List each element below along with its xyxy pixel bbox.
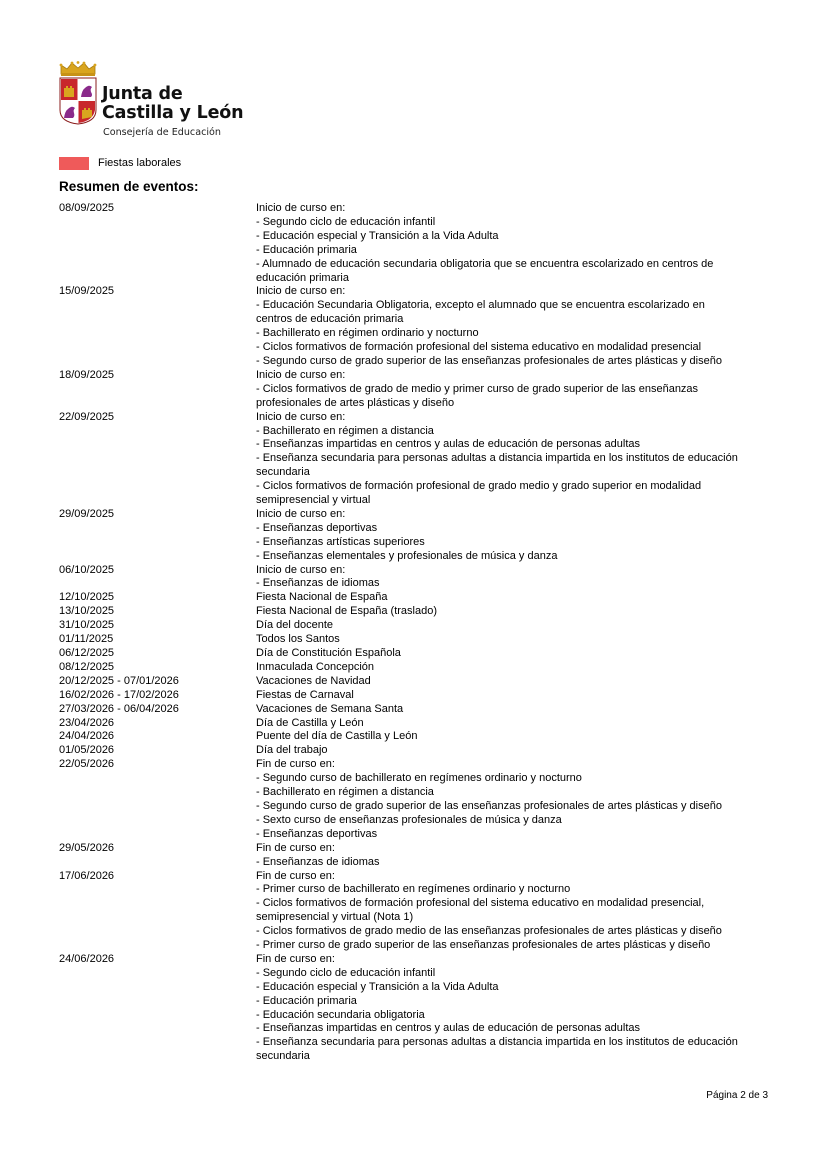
event-row [59,703,779,717]
event-date: 22/05/2026 [59,758,115,771]
summary-title: Resumen de eventos: [59,179,199,194]
event-line: Inicio de curso en: [256,507,346,520]
event-date: 24/06/2026 [59,952,115,965]
event-line: - Enseñanzas de idiomas [256,855,380,868]
event-description [256,744,779,758]
event-line: semipresencial y virtual [256,494,371,507]
event-description [256,953,779,1064]
events-list [59,202,779,1064]
event-line: Día del docente [256,619,334,632]
event-row [59,564,779,592]
event-line: - Segundo curso de grado superior de las enseñanzas profesionales de artes plásticas y diseño [256,354,722,367]
event-description [256,508,779,564]
event-description [256,369,779,411]
event-line: Inmaculada Concepción [256,660,375,673]
event-row [59,508,779,564]
event-date: 16/02/2026 - 17/02/2026 [59,688,179,701]
event-line: - Ciclos formativos de formación profesional del sistema educativo en modalidad presencial [256,341,702,354]
event-line: - Sexto curso de enseñanzas profesionales de música y danza [256,813,562,826]
event-description [256,633,779,647]
event-line: Día de Castilla y León [256,716,364,729]
event-row [59,730,779,744]
event-line: Fiesta Nacional de España [256,591,388,604]
event-line: - Educación especial y Transición a la Vida Adulta [256,229,499,242]
event-date: 15/09/2025 [59,285,115,298]
event-date: 01/11/2025 [59,633,114,646]
event-date: 06/10/2025 [59,563,115,576]
event-row [59,842,779,870]
event-description [256,591,779,605]
event-line: - Educación secundaria obligatoria [256,1008,425,1021]
event-line: - Enseñanzas elementales y profesionales de música y danza [256,549,558,562]
event-line: - Educación primaria [256,243,357,256]
event-line: Fiesta Nacional de España (traslado) [256,605,437,618]
event-line: - Educación especial y Transición a la Vida Adulta [256,980,499,993]
event-row [59,870,779,953]
event-line: - Ciclos formativos de grado de medio y primer curso de grado superior de las enseñanzas [256,382,699,395]
event-line: - Enseñanzas impartidas en centros y aulas de educación de personas adultas [256,1022,641,1035]
event-row [59,744,779,758]
logo-title-line1: Junta de [102,84,183,104]
event-line: educación primaria [256,271,349,284]
event-row [59,285,779,368]
event-line: - Primer curso de grado superior de las enseñanzas profesionales de artes plásticas y diseño [256,939,711,952]
event-row [59,369,779,411]
event-line: secundaria [256,1050,310,1063]
event-line: - Segundo ciclo de educación infantil [256,966,436,979]
event-line: Inicio de curso en: [256,563,346,576]
event-date: 27/03/2026 - 06/04/2026 [59,702,179,715]
event-line: Inicio de curso en: [256,368,346,381]
event-description [256,411,779,508]
event-description [256,842,779,870]
event-line: - Segundo curso de grado superior de las enseñanzas profesionales de artes plásticas y diseño [256,799,722,812]
event-date: 06/12/2025 [59,647,115,659]
event-line: - Enseñanzas deportivas [256,521,378,534]
event-line: - Educación primaria [256,994,357,1007]
event-row [59,202,779,285]
event-line: semipresencial y virtual (Nota 1) [256,911,414,924]
event-row [59,675,779,689]
event-line: - Ciclos formativos de formación profesional de grado medio y grado superior en modalidad [256,480,702,493]
logo-title-line2: Castilla y León [102,103,244,123]
event-line: - Alumnado de educación secundaria obligatoria que se encuentra escolarizado en centros de [256,257,714,270]
event-line: secundaria [256,466,310,479]
event-date: 20/12/2025 - 07/01/2026 [59,674,179,687]
event-description [256,619,779,633]
event-description [256,703,779,717]
event-date: 23/04/2026 [59,716,115,729]
event-line: Puente del día de Castilla y León [256,730,418,743]
event-line: - Segundo curso de bachillerato en regímenes ordinario y nocturno [256,772,582,785]
event-line: Inicio de curso en: [256,285,346,298]
event-date: 29/05/2026 [59,841,115,854]
event-date: 31/10/2025 [59,619,115,632]
event-row [59,411,779,508]
event-description [256,758,779,841]
event-description [256,730,779,744]
event-line: - Enseñanzas impartidas en centros y aulas de educación de personas adultas [256,438,641,451]
event-row [59,953,779,1064]
event-date: 01/05/2026 [59,744,115,757]
event-description [256,647,779,661]
event-date: 08/12/2025 [59,660,115,673]
event-description [256,285,779,368]
event-row [59,647,779,661]
event-date: 18/09/2025 [59,368,115,381]
event-row [59,619,779,633]
event-description [256,870,779,953]
event-line: Día de Constitución Española [256,647,401,659]
event-date: 24/04/2026 [59,730,115,743]
event-description [256,564,779,592]
event-line: - Enseñanzas deportivas [256,827,378,840]
event-line: - Enseñanzas de idiomas [256,577,380,590]
event-description [256,661,779,675]
event-date: 08/09/2025 [59,202,115,214]
event-line: Vacaciones de Navidad [256,674,371,687]
event-date: 12/10/2025 [59,591,115,604]
event-line: - Bachillerato en régimen ordinario y nocturno [256,327,479,340]
event-line: Todos los Santos [256,633,340,646]
logo-title [102,85,243,123]
event-row [59,758,779,841]
event-description [256,675,779,689]
event-description [256,202,779,285]
event-row [59,633,779,647]
event-line: Fin de curso en: [256,869,335,882]
event-line: - Segundo ciclo de educación infantil [256,215,436,228]
event-line: - Primer curso de bachillerato en regímenes ordinario y nocturno [256,883,571,896]
event-line: centros de educación primaria [256,313,404,326]
event-line: profesionales de artes plásticas y diseño [256,396,455,409]
event-line: - Educación Secundaria Obligatoria, excepto el alumnado que se encuentra escolarizado en [256,299,705,312]
event-line: - Enseñanza secundaria para personas adultas a distancia impartida en los institutos de educación [256,1036,738,1049]
logo [58,60,258,142]
page-number: Página 2 de 3 [706,1090,768,1101]
legend-label-fiestas: Fiestas laborales [98,157,182,169]
event-date: 22/09/2025 [59,410,115,423]
event-description [256,717,779,731]
event-row [59,591,779,605]
event-line: - Ciclos formativos de formación profesional del sistema educativo en modalidad presencial, [256,897,705,910]
logo-subtitle: Consejería de Educación [103,127,221,138]
event-line: Fiestas de Carnaval [256,688,354,701]
event-line: Día del trabajo [256,744,328,757]
event-row [59,717,779,731]
event-description [256,605,779,619]
event-line: - Bachillerato en régimen a distancia [256,424,434,437]
event-row [59,689,779,703]
event-line: - Bachillerato en régimen a distancia [256,786,434,799]
event-line: - Ciclos formativos de grado medio de las enseñanzas profesionales de artes plásticas y diseño [256,925,722,938]
event-date: 17/06/2026 [59,869,115,882]
event-row [59,661,779,675]
coat-of-arms-icon [58,60,98,126]
event-line: Inicio de curso en: [256,410,346,423]
event-line: Fin de curso en: [256,841,335,854]
event-description [256,689,779,703]
event-line: Inicio de curso en: [256,202,346,214]
event-line: - Enseñanza secundaria para personas adultas a distancia impartida en los institutos de educación [256,452,738,465]
event-row [59,605,779,619]
event-line: - Enseñanzas artísticas superiores [256,535,425,548]
event-line: Fin de curso en: [256,952,335,965]
legend-swatch-fiestas [59,157,89,170]
event-date: 29/09/2025 [59,507,115,520]
event-line: Fin de curso en: [256,758,335,771]
event-line: Vacaciones de Semana Santa [256,702,404,715]
event-date: 13/10/2025 [59,605,115,618]
